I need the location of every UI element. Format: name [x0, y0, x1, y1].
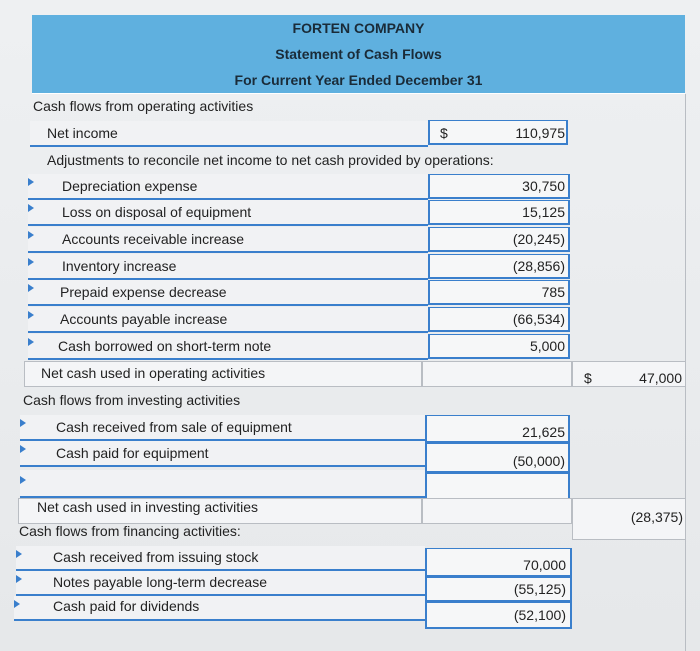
dropdown-marker-icon	[28, 338, 34, 346]
financing-label: Cash paid for dividends	[53, 598, 200, 614]
adjustments-label: Adjustments to reconcile net income to net cash provided by operations:	[47, 152, 494, 168]
dropdown-marker-icon	[16, 575, 22, 583]
dropdown-marker-icon	[28, 258, 34, 266]
adjustment-label: Prepaid expense decrease	[60, 284, 227, 300]
adjustment-value: (20,245)	[512, 231, 565, 247]
investing-total-value: (28,375)	[630, 509, 683, 525]
adjustment-label: Loss on disposal of equipment	[62, 204, 252, 220]
financing-heading: Cash flows from financing activities:	[19, 523, 241, 539]
financing-value: (55,125)	[513, 581, 566, 597]
adjustment-label: Depreciation expense	[62, 178, 198, 194]
statement-period: For Current Year Ended December 31	[32, 67, 685, 94]
financing-label: Notes payable long-term decrease	[53, 574, 268, 590]
adjustment-value: (28,856)	[512, 258, 565, 274]
operating-total-currency: $	[584, 370, 592, 386]
financing-label: Cash received from issuing stock	[53, 549, 259, 565]
adjustment-value: 30,750	[522, 178, 565, 194]
operating-total-value: 47,000	[639, 370, 682, 386]
adjustment-label: Cash borrowed on short-term note	[58, 338, 272, 354]
dropdown-marker-icon	[14, 600, 20, 608]
net-income-value: 110,975	[515, 125, 565, 141]
dropdown-marker-icon	[16, 550, 22, 558]
dropdown-marker-icon	[28, 284, 34, 292]
adjustment-value: 785	[541, 284, 565, 300]
operating-total-label: Net cash used in operating activities	[41, 365, 266, 381]
adjustment-label: Accounts payable increase	[60, 311, 228, 327]
investing-value: (50,000)	[512, 453, 565, 469]
adjustment-label: Inventory increase	[62, 258, 177, 274]
dropdown-marker-icon	[28, 204, 34, 212]
dropdown-marker-icon	[20, 419, 26, 427]
financing-value: (52,100)	[513, 607, 566, 623]
company-name: FORTEN COMPANY	[32, 15, 685, 42]
statement-title: Statement of Cash Flows	[32, 41, 685, 68]
adjustment-label: Accounts receivable increase	[62, 231, 245, 247]
empty-row[interactable]	[20, 470, 425, 498]
dropdown-marker-icon	[20, 476, 26, 484]
dropdown-marker-icon	[28, 178, 34, 186]
financing-value: 70,000	[523, 557, 566, 573]
adjustment-value: 15,125	[522, 204, 565, 220]
dropdown-marker-icon	[28, 311, 34, 319]
operating-subtotal-cell	[422, 361, 572, 387]
investing-subtotal-cell	[422, 498, 572, 524]
adjustment-value: 5,000	[529, 338, 565, 354]
net-income-label: Net income	[47, 125, 118, 141]
investing-value: 21,625	[522, 424, 565, 440]
investing-heading: Cash flows from investing activities	[23, 392, 241, 408]
investing-total-label: Net cash used in investing activities	[37, 499, 258, 515]
investing-label: Cash paid for equipment	[56, 445, 209, 461]
operating-heading: Cash flows from operating activities	[33, 98, 254, 114]
adjustment-value: (66,534)	[512, 311, 565, 327]
empty-input[interactable]	[425, 473, 570, 501]
investing-label: Cash received from sale of equipment	[56, 419, 292, 435]
dropdown-marker-icon	[20, 445, 26, 453]
dropdown-marker-icon	[28, 231, 34, 239]
net-income-currency: $	[440, 125, 448, 141]
